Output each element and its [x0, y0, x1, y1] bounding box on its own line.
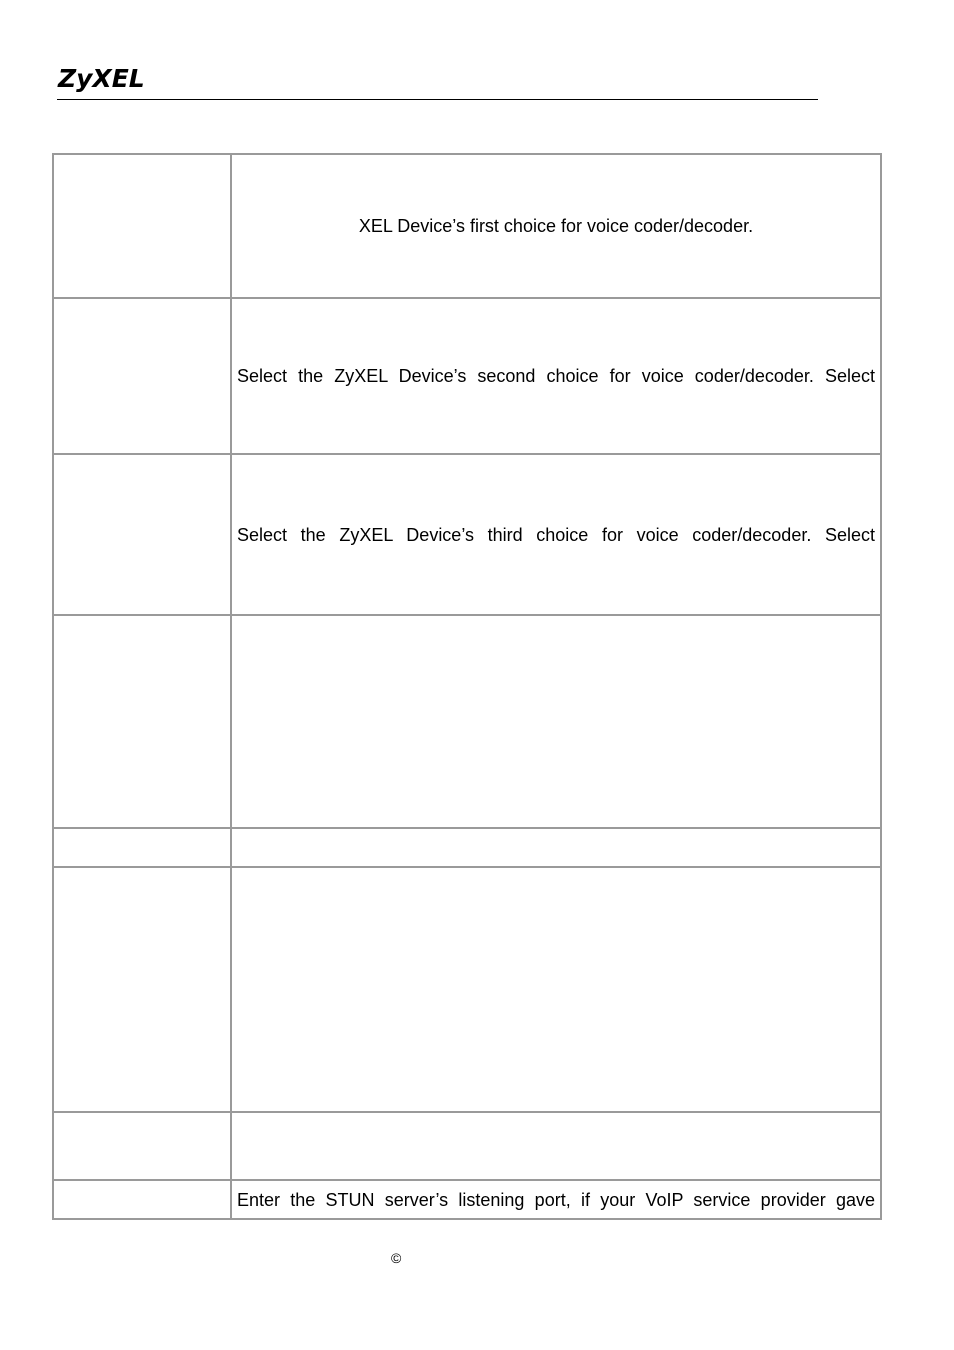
label-cell	[53, 615, 231, 828]
table-row	[53, 154, 881, 298]
description-cell: Select the ZyXEL Device’s second choice for voice coder/decoder. Select	[231, 298, 881, 454]
label-cell	[53, 454, 231, 615]
table-row	[53, 615, 881, 828]
table-row	[53, 828, 881, 867]
description-cell	[231, 867, 881, 1112]
description-cell	[231, 1112, 881, 1180]
label-cell	[53, 828, 231, 867]
field-description-table	[52, 153, 882, 1220]
description-cell: Select the ZyXEL Device’s third choice for voice coder/decoder. Select	[231, 454, 881, 615]
description-cell	[231, 615, 881, 828]
label-cell	[53, 154, 231, 298]
table-row	[53, 867, 881, 1112]
label-cell	[53, 1180, 231, 1219]
label-cell	[53, 1112, 231, 1180]
description-cell	[231, 828, 881, 867]
description-cell: XEL Device’s first choice for voice coder/decoder.	[231, 154, 881, 298]
header-rule	[57, 99, 818, 100]
zyxel-logo: ZyXEL	[58, 64, 145, 93]
label-cell	[53, 867, 231, 1112]
description-cell: Enter the STUN server’s listening port, if your VoIP service provider gave	[231, 1180, 881, 1219]
copyright-symbol: ©	[391, 1250, 402, 1266]
table-row	[53, 454, 881, 615]
table-row	[53, 298, 881, 454]
table-row	[53, 1180, 881, 1219]
table-row	[53, 1112, 881, 1180]
label-cell	[53, 298, 231, 454]
